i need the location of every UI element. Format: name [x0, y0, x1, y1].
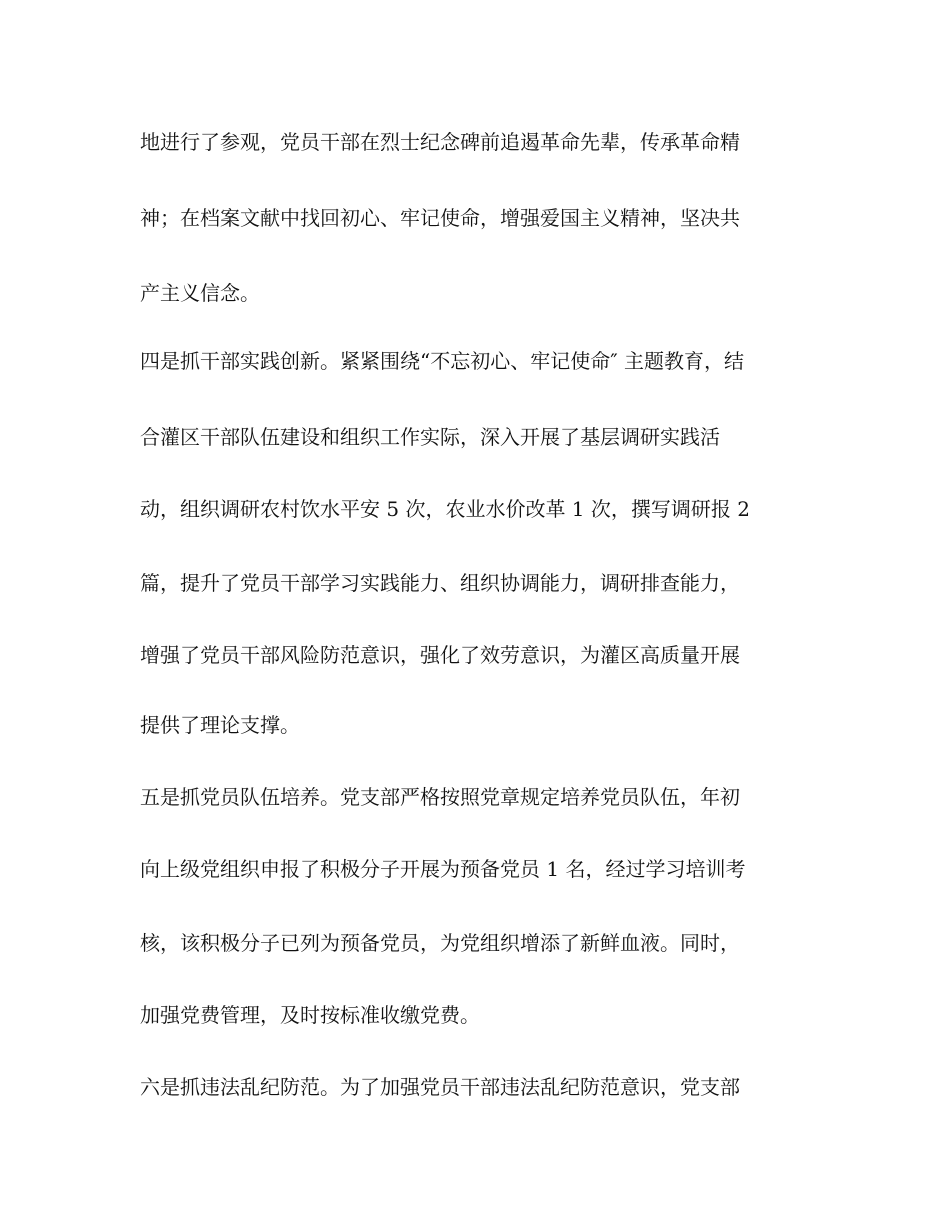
text-line-12: 核，该积极分子已列为预备党员，为党组织增添了新鲜血液。同时，: [140, 931, 740, 955]
text-line-5: 合灌区干部队伍建设和组织工作实际，深入开展了基层调研实践活: [140, 425, 720, 449]
text-line-8: 增强了党员干部风险防范意识，强化了效劳意识，为灌区高质量开展: [140, 643, 740, 667]
text-line-10: 五是抓党员队伍培养。党支部严格按照党章规定培养党员队伍，年初: [140, 785, 740, 809]
text-line-11: 向上级党组织申报了积极分子开展为预备党员 1 名，经过学习培训考: [140, 857, 746, 881]
text-line-7: 篇，提升了党员干部学习实践能力、组织协调能力，调研排查能力，: [140, 571, 740, 595]
text-line-9: 提供了理论支撑。: [140, 713, 300, 737]
text-line-3: 产主义信念。: [140, 281, 260, 305]
text-line-4: 四是抓干部实践创新。紧紧围绕“不忘初心、牢记使命″ 主题教育，结: [140, 349, 745, 373]
text-line-6: 动，组织调研农村饮水平安 5 次，农业水价改革 1 次，撰写调研报 2: [140, 497, 750, 521]
text-line-1: 地进行了参观，党员干部在烈士纪念碑前追遏革命先辈，传承革命精: [140, 130, 740, 154]
text-line-14: 六是抓违法乱纪防范。为了加强党员干部违法乱纪防范意识，党支部: [140, 1075, 740, 1099]
text-line-13: 加强党费管理，及时按标准收缴党费。: [140, 1003, 480, 1027]
text-line-2: 神；在档案文献中找回初心、牢记使命，增强爱国主义精神，坚决共: [140, 206, 740, 230]
